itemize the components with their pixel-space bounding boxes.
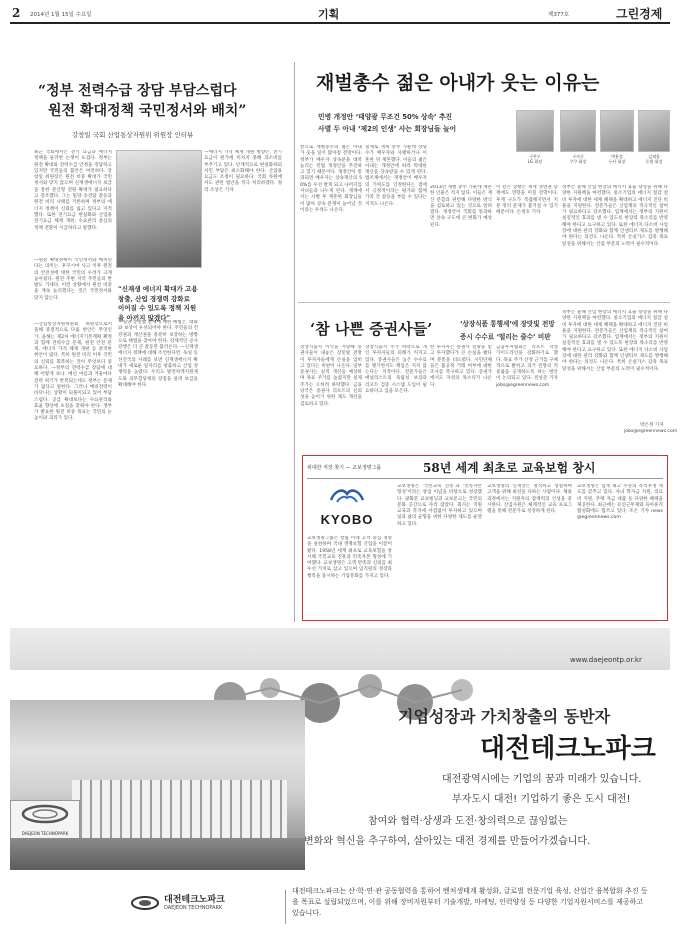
right-column-email: jobs@egreennews.com	[624, 429, 678, 434]
advertisement	[10, 628, 670, 940]
ad-footer-divider	[285, 890, 286, 924]
solar-body-3: 2013년 재벌 총수 가운데 재혼한 인물은 적지 않다. 이들은 재산 분할과 관련해 다양한 방식을 검토하고 있는 것으로 알려졌다. 개정안이 국회를 통과하면 상속 구도에 큰 변화가 예상된다.	[430, 185, 492, 228]
interview-headline-line1: “정부 전력수급 장담 부담스럽다	[38, 83, 237, 99]
ad-footer-logo-en: DAEJEON TECHNOPARK	[164, 905, 223, 911]
person-role-3: 두산 회장	[608, 159, 626, 164]
person-name-3: 박용성	[611, 154, 623, 159]
securities-body-1: 상장식품사 이익을 겨냥해 증권사들이 내놓은 장밋빛 전망이 투자자들에게 손실을 입히고 있다는 비판이 나온다. 일부 증권사는 실적 개선을 예상하며 목표 주가를 높였지만 실제 주가는 오히려 하락했다. 금융당국은 증권사 리포트의 신뢰성을 높이기 위한 제도 개선을 검토하고 있다.	[300, 345, 362, 407]
securities-subtitle-line2: 증시 수수료 ‘떨리는 즐수’ 비판	[460, 333, 551, 341]
ad-footer-logo	[130, 890, 280, 920]
building-sign-text: DAEJEON TECHNOPARK	[21, 831, 69, 836]
issue-number: 제377호	[548, 12, 570, 18]
section-title: 기획	[318, 8, 340, 21]
header-rule	[10, 22, 670, 24]
ad-url[interactable]: www.daejeontp.or.kr	[570, 656, 642, 664]
interview-body-2: —산업통상자원위원회 위원장으로서 올해 중점적으로 다룰 현안은 무엇인가. 올해는 제2차 에너지기본계획 확정과 함께 전력수급 문제, 원전 안전 문제, 에너지 가격 체계 개편 등 굵직한 현안이 많다. 특히 원전 비리 이후 국민의 신뢰를 회복하는 것이 무엇보다 중요하다. —정부의 전력수급 장담에 대해 어떻게 보나. 매년 여름과 겨울마다 전력 위기가 반복되는데도 정부는 문제가 없다고 말한다. 그러나 예비전력이 바닥나는 상황이 되풀이되고 있어 부담스럽다. 공급 확대보다는 수요관리와 효율 향상에 초점을 맞춰야 한다. 정부가 발표한 원전 비중 목표는 국민의 눈높이와 괴리가 있다.	[34, 322, 112, 422]
securities-headline: ‘참 나쁜 증권사들’	[310, 320, 433, 338]
kyobo-body-1: 교보생명그룹은 창립 이래 고객 중심 경영을 실천하며 국내 생명보험 산업을 이끌어 왔다. 1958년 세계 최초로 교육보험을 창시해 국민교육 진흥과 민족자본 형성에 기여했다. 교보생명은 고객 만족과 신뢰를 최우선 가치로 삼고 있으며 임직원의 성장과 행복을 중시하는 기업문화를 가지고 있다.	[307, 536, 392, 579]
kyobo-headline: 58년 세계 최초로 교육보험 창시	[423, 461, 596, 475]
right-column-top: 정부는 올해 산업 현장의 에너지 효율 향상을 위해 다양한 지원책을 마련했다. 중소기업의 에너지 절감 설비 투자에 대한 세제 혜택을 확대하고 에너지 진단 비용을 지원한다. 전문가들은 산업계의 적극적인 참여가 필요하다고 강조했다. 업계에서는 정부의 지원이 실질적인 효과를 낼 수 있도록 현장의 목소리를 반영해야 한다고 요구하고 있다. 또한 에너지 다소비 사업장에 대한 관리 강화와 함께 인센티브 제도를 병행해야 한다는 의견도 나온다. 특히 온실가스 감축 목표 달성을 위해서는 산업 부문의 노력이 필수적이다.	[562, 185, 668, 247]
kyobo-logo	[317, 484, 377, 530]
solar-subtitle-line1: 민병 개정안 ‘태양광 무조건 50% 상속’ 추진	[318, 113, 453, 121]
person-photo-2	[560, 110, 596, 152]
kyobo-body-3: 교보생명의 인재상은 정직하고 성실하며 고객을 위해 최선을 다하는 사람이다. 채용 과정에서는 지원자의 잠재력과 인성을 중시한다. 신입사원은 체계적인 교육 프로그램을 통해 전문가로 성장하게 된다.	[487, 484, 572, 515]
person-name-2: 구자신	[572, 154, 584, 159]
securities-body-3: 한 투자자는 증권사 전망을 믿고 투자했다가 큰 손실을 봤다며 분통을 터뜨렸다. 시민단체들은 불공정 거래 여부에 대한 조사를 촉구하고 있다. 증권가에서도 자성의 목소리가 나온다.	[430, 345, 492, 388]
securities-body-2: 상장식품사 주가 하락으로 개인 투자자들의 피해가 커지고 있다. 증권사들은 높은 수수료를 챙기면서도 책임은 지지 않는다는 지적이다. 전문가들은 애널리스트의 독립성 보장과 리포트 검증 시스템 도입이 필요하다고 입을 모은다.	[365, 345, 427, 395]
right-column-bottom: 정부는 올해 산업 현장의 에너지 효율 향상을 위해 다양한 지원책을 마련했다. 중소기업의 에너지 절감 설비 투자에 대한 세제 혜택을 확대하고 에너지 진단 비용을 지원한다. 전문가들은 산업계의 적극적인 참여가 필요하다고 강조했다. 업계에서는 정부의 지원이 실질적인 효과를 낼 수 있도록 현장의 목소리를 반영해야 한다고 요구하고 있다. 또한 에너지 다소비 사업장에 대한 관리 강화와 함께 인센티브 제도를 병행해야 한다는 의견도 나온다. 특히 온실가스 감축 목표 달성을 위해서는 산업 부문의 노력이 필수적이다.	[562, 310, 668, 372]
interview-body-1b: —원전 확대정책이 국민정서와 배치된다는 의미는. 후쿠시마 사고 이후 원전의 안전성에 대한 국민의 우려가 크게 높아졌다. 원전 주변 지역 주민들의 반발도 거세다. 이런 상황에서 원전 비중을 계속 늘리겠다는 것은 국민정서와 맞지 않는다.	[34, 258, 112, 301]
securities-subtitle-line1: ‘상장식품 통행세’에 장맛빛 전망	[460, 320, 555, 328]
column-divider-left	[294, 62, 295, 622]
solar-subtitle-line2: 사별 두 아내 ‘제2의 인생’ 사는 회장님들 늘어	[318, 125, 457, 133]
person-role-1: LG 회장	[527, 159, 543, 164]
kyobo-bird-icon	[317, 484, 377, 508]
right-column-byline: 박은정 기자	[640, 423, 664, 428]
ad-tagline-4: 변화와 혁신을 추구하여, 살아있는 대전 경제를 만들어가겠습니다.	[304, 836, 591, 847]
ad-headline: 기업성장과 가치창출의 동반자	[398, 707, 611, 726]
interview-photo	[116, 150, 202, 268]
ad-sign-logo-icon	[11, 801, 79, 827]
ad-description: 대전테크노파크는 산·학·연·관 공동협력을 통하여 벤처생태계 활성화, 글로벌 전문기업 육성, 산업간 융복합화 추진 등을 목표로 설립되었으며, 이를 위해 장비지원부터 기술개발, 마케팅, 인력양성 등 다양한 기업지원서비스를 제공하고 있습니다.	[292, 887, 648, 917]
person-photo-1	[516, 110, 554, 152]
ad-org-name: 대전테크노파크	[480, 734, 656, 764]
person-name-1: 구본무	[529, 154, 541, 159]
interview-body-4: —에너지 가격 체계 개편 방향은. 전기요금이 원가에 미치지 못해 과소비를 부추기고 있다. 단계적으로 현실화하되 서민 부담은 최소화해야 한다. 산업용 요금도 조정이 필요하다. 국회 차원에서도 관련 법안을 적극 처리하겠다. 정리 조상은 기자	[204, 150, 282, 193]
solar-body-4: 이 같은 상황은 재계 경영권 승계에도 영향을 미칠 전망이다. 후계 구도가 복잡해지면서 지분 정리 문제가 불거질 수 있기 때문이다. 손정호 기자	[496, 185, 558, 216]
kyobo-box	[302, 455, 668, 621]
interview-pullquote: “신재생 에너지 확대가 고용 창출, 산업 경쟁력 강화로 이어질 수 있도록 정책 지원을 아끼지 않겠다”	[118, 285, 198, 322]
kyobo-series-label: 위대한 직장 찾기 — 교보생명그룹	[307, 465, 382, 471]
page-number: 2	[12, 6, 21, 20]
solar-headline: 재벌총수 젊은 아내가 웃는 이유는	[316, 72, 600, 94]
ad-tagline-1: 대전광역시에는 기업의 꿈과 미래가 있습니다.	[442, 774, 642, 785]
building-lawn	[10, 838, 305, 870]
interview-body-3: —밀양 송전탑 문제에 대한 해법은. 대화와 보상이 우선되어야 한다. 주민들의 건강권과 재산권을 충분히 보장하는 방향으로 해법을 찾아야 한다. 강제적인 공사 강행은 더 큰 갈등만 불러온다. —신재생에너지 정책에 대해 조언한다면. 독일 등 선진국의 사례를 보면 신재생에너지 확대가 새로운 일자리를 창출하고 산업 경쟁력을 높였다. 우리도 발전차액지원제도와 의무할당제의 장점을 살려 보급을 확대해야 한다.	[118, 320, 198, 388]
kyobo-logo-text: KYOBO	[320, 512, 374, 527]
solar-body-1: 앞으로 재벌총수의 젊은 아내가 웃을 일이 많아질 전망이다. 정부가 배우자 상속분을 대폭 늘리는 민법 개정안을 추진하고 있기 때문이다. 개정안이 통과되면 배우자는 상속재산의 50%를 우선 받게 되고 나머지를 자녀들과 나누게 된다. 재계에서는 사별 후 재혼한 회장님들이 많아 상속 분쟁이 늘어날 것이라는 우려도 나온다.	[300, 145, 362, 213]
solar-bottom-rule	[298, 302, 670, 303]
brand-name: 그린경제	[616, 7, 663, 21]
building-facade	[72, 780, 287, 838]
technopark-logo-icon	[130, 892, 160, 914]
interview-subtitle: 강창일 국회 산업통상자원위 위원장 인터뷰	[72, 131, 194, 139]
person-role-4: 동원 회장	[645, 159, 663, 164]
ad-tagline-2: 부자도시 대전! 기업하기 좋은 도시 대전!	[452, 794, 631, 805]
ad-building-photo	[10, 700, 305, 870]
securities-body-4: 금융투자협회는 리포트 작성 가이드라인을 강화하기로 했다. 목표 주가 산정 근거를 구체적으로 밝히고 과거 전망의 적중률을 공개하도록 하는 방안이 논의되고 있다. 전성준 기자 jobs@egreennews.com	[496, 345, 558, 388]
person-photo-3	[600, 110, 634, 152]
person-role-2: 쿠쿠 회장	[569, 159, 587, 164]
person-name-4: 김재철	[648, 154, 660, 159]
person-photo-4	[638, 110, 670, 152]
interview-body-1: 최근 국회에서는 전기 요금과 에너지 정책을 둘러싼 논쟁이 뜨겁다. 정부는 원전 확대와 전력수급 안정을 장담하고 있지만 국민들의 불안은 여전하다. 강창일 위원장은 원전 비중 확대가 국민정서와 맞지 않으며 신재생에너지 보급을 통한 분산형 전원 확대가 필요하다고 강조했다. 그는 밀양 송전탑 갈등과 원전 비리 사태를 거론하며 정부의 에너지 정책이 신뢰를 잃고 있다고 지적했다. 또한 전기요금 현실화와 산업용 전기요금 체계 개편, 수요관리 중심의 정책 전환이 시급하다고 말했다.	[34, 150, 112, 231]
ad-tagline-3: 참여와 협력·상생과 도전·창의력으로 끊임없는	[368, 816, 568, 827]
interview-headline-line2: 원전 확대정책 국민정서와 배치”	[48, 103, 247, 119]
kyobo-body-4: 교보생명은 업계 최고 수준의 복리후생 제도를 갖추고 있다. 자녀 학자금 지원, 의료비 지원, 주택 자금 대출 등 다양한 혜택을 제공한다. 최근에는 유연근무제와 육아휴직 활성화에도 힘쓰고 있다. 조은 기자 news@egreennews.com	[577, 484, 663, 521]
ad-footer-logo-kr: 대전테크노파크	[164, 895, 225, 905]
kyobo-body-2: 교보생명은 ‘국민교육 진흥’과 ‘민족자본 형성’이라는 창업 이념을 바탕으로 성장했다. 광화문 교보빌딩과 교보문고는 국민의 문화 공간으로 자리 잡았다. 회사는 직원 교육과 복지에 아낌없이 투자하고 있으며 일과 삶의 균형을 위한 다양한 제도를 운영하고 있다.	[397, 484, 482, 527]
kyobo-title-rule	[307, 478, 663, 479]
issue-date: 2014년 1월 15일 수요일	[30, 12, 92, 18]
solar-body-2: 실제로 재계 총수 가운데 상당수가 배우자와 사별하거나 이혼한 뒤 재혼했다. 이들의 젊은 아내는 개정안에 따라 막대한 재산을 상속받을 수 있게 된다. 법조계에서는 개정안이 배우자의 기여도를 인정한다는 점에서 긍정적이라는 평가와 함께 가족 간 갈등을 부를 수 있다는 지적도 나온다.	[365, 145, 427, 207]
